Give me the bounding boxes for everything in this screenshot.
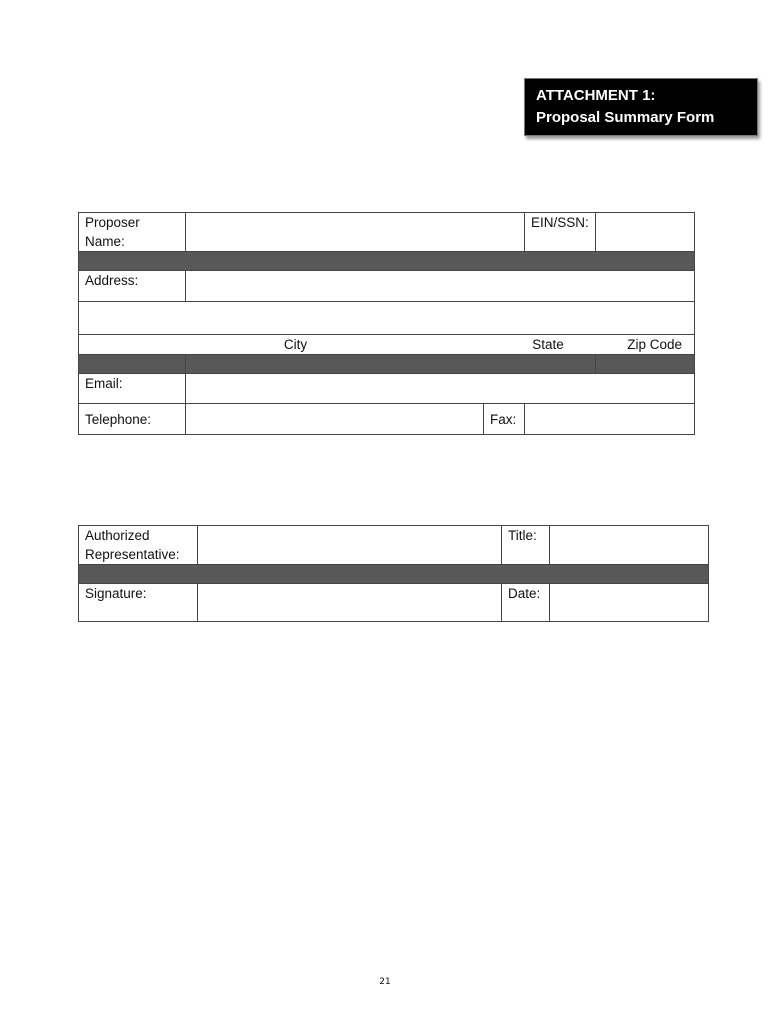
- email-field[interactable]: [186, 374, 695, 404]
- signature-label: Signature:: [79, 584, 198, 622]
- attachment-title: ATTACHMENT 1:: [536, 87, 656, 104]
- date-label: Date:: [502, 584, 550, 622]
- telephone-field[interactable]: [186, 404, 484, 435]
- proposer-name-field[interactable]: [186, 213, 525, 252]
- page-number: 21: [379, 977, 391, 987]
- proposer-name-label: Proposer Name:: [79, 213, 186, 252]
- state-label: State: [406, 335, 596, 355]
- title-label: Title:: [502, 526, 550, 565]
- fax-label: Fax:: [484, 404, 525, 435]
- representative-table: [78, 525, 709, 622]
- fax-field[interactable]: [525, 404, 695, 435]
- authorized-representative-field[interactable]: [198, 526, 502, 565]
- proposer-table: [78, 212, 695, 435]
- ein-ssn-label: EIN/SSN:: [525, 213, 596, 252]
- zip-code-label: Zip Code: [596, 335, 695, 355]
- date-field[interactable]: [550, 584, 709, 622]
- attachment-header: [524, 78, 758, 136]
- separator-row: [79, 252, 695, 271]
- city-label: City: [186, 335, 406, 355]
- title-field[interactable]: [550, 526, 709, 565]
- signature-field[interactable]: [198, 584, 502, 622]
- address-label: Address:: [79, 271, 186, 302]
- separator-row: [79, 355, 695, 374]
- telephone-label: Telephone:: [79, 404, 186, 435]
- form-title: Proposal Summary Form: [536, 109, 715, 126]
- authorized-representative-label: Authorized Representative:: [79, 526, 198, 565]
- address-field[interactable]: [186, 271, 695, 302]
- separator-row: [79, 565, 709, 584]
- ein-ssn-field[interactable]: [596, 213, 695, 252]
- email-label: Email:: [79, 374, 186, 404]
- address-line-2-field[interactable]: [79, 302, 695, 335]
